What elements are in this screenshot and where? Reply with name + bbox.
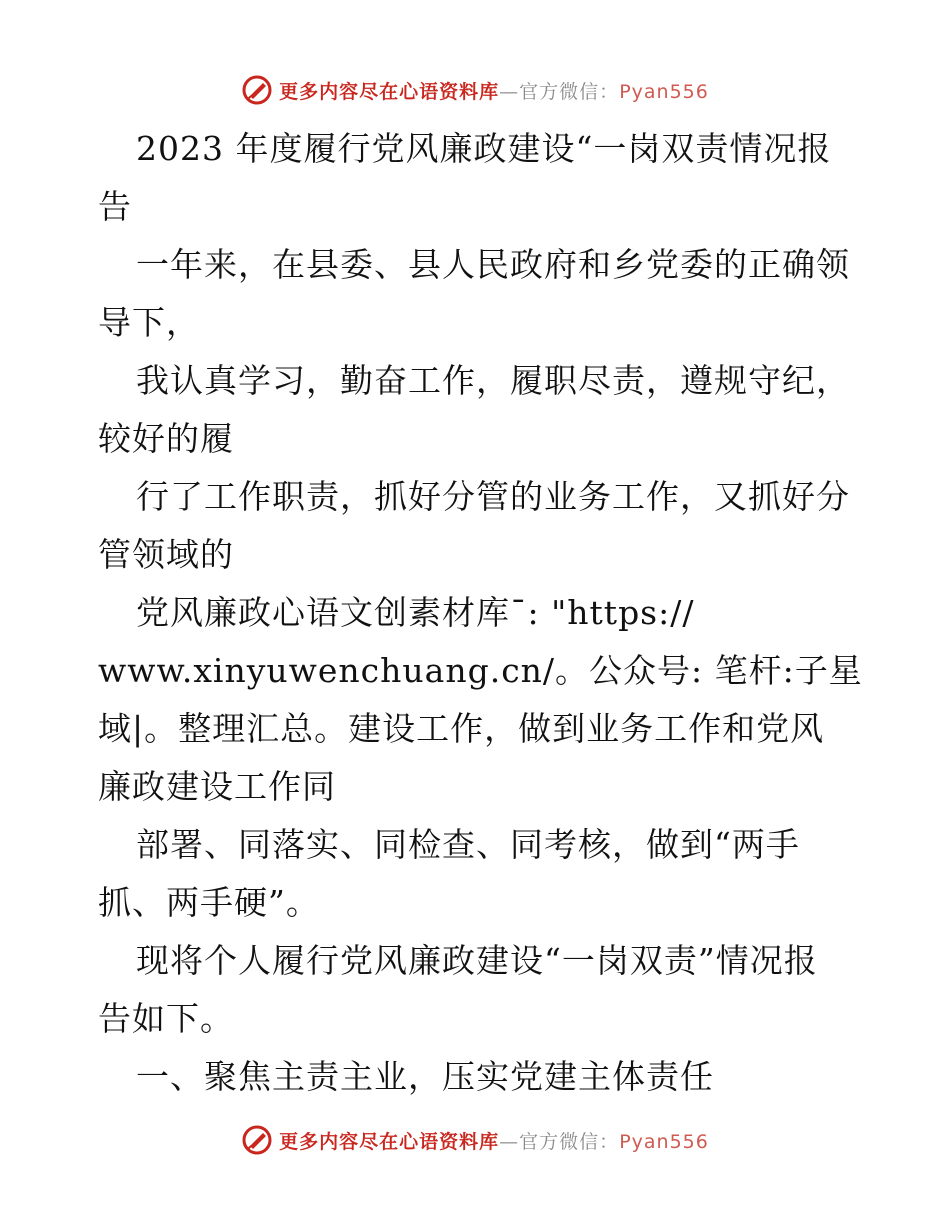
paragraph-line: www.xinyuwenchuang.cn/。公众号: 笔杆:子星 (98, 651, 863, 690)
paragraph-line: 现将个人履行党风廉政建设“一岗双责”情况报 (136, 941, 818, 980)
doc-title-line-cont: 告 (98, 187, 132, 226)
banner-brand: 更多内容尽在心语资料库 (279, 80, 500, 103)
paragraph-line: 域|。整理汇总。建设工作，做到业务工作和党风 (98, 709, 825, 748)
paragraph-line: 抓、两手硬”。 (98, 883, 320, 922)
paragraph-line: 较好的履 (98, 419, 234, 458)
paragraph-line: 部署、同落实、同检查、同考核，做到“两手 (136, 825, 800, 864)
doc-title-line: 2023 年度履行党风廉政建设“一岗双责情况报 (136, 129, 832, 168)
banner-separator: — (499, 1130, 520, 1153)
section-heading: 一、聚焦主责主业，压实党建主体责任 (136, 1057, 714, 1096)
footer-banner (0, 1120, 950, 1160)
paragraph-line: 党风廉政心语文创素材库¯: "https:// (136, 593, 695, 632)
brand-logo-icon (241, 1124, 273, 1156)
document-body (98, 120, 863, 1106)
banner-brand: 更多内容尽在心语资料库 (279, 1130, 500, 1153)
paragraph-line: 廉政建设工作同 (98, 767, 336, 806)
paragraph-line: 导下， (98, 303, 200, 342)
banner-text (279, 77, 709, 104)
paragraph-line: 告如下。 (98, 999, 234, 1038)
banner-separator: — (499, 80, 520, 103)
paragraph-line: 我认真学习，勤奋工作，履职尽责，遵规守纪， (136, 361, 850, 400)
banner-wechat-id: Pyan556 (619, 80, 709, 103)
brand-logo-icon (241, 74, 273, 106)
header-banner (0, 70, 950, 110)
banner-official: 官方微信： (519, 80, 620, 103)
paragraph-line: 管领域的 (98, 535, 234, 574)
paragraph-line: 一年来，在县委、县人民政府和乡党委的正确领 (136, 245, 850, 284)
banner-wechat-id: Pyan556 (619, 1130, 709, 1153)
banner-official: 官方微信： (519, 1130, 620, 1153)
paragraph-line: 行了工作职责，抓好分管的业务工作，又抓好分 (136, 477, 850, 516)
banner-text (279, 1127, 709, 1154)
